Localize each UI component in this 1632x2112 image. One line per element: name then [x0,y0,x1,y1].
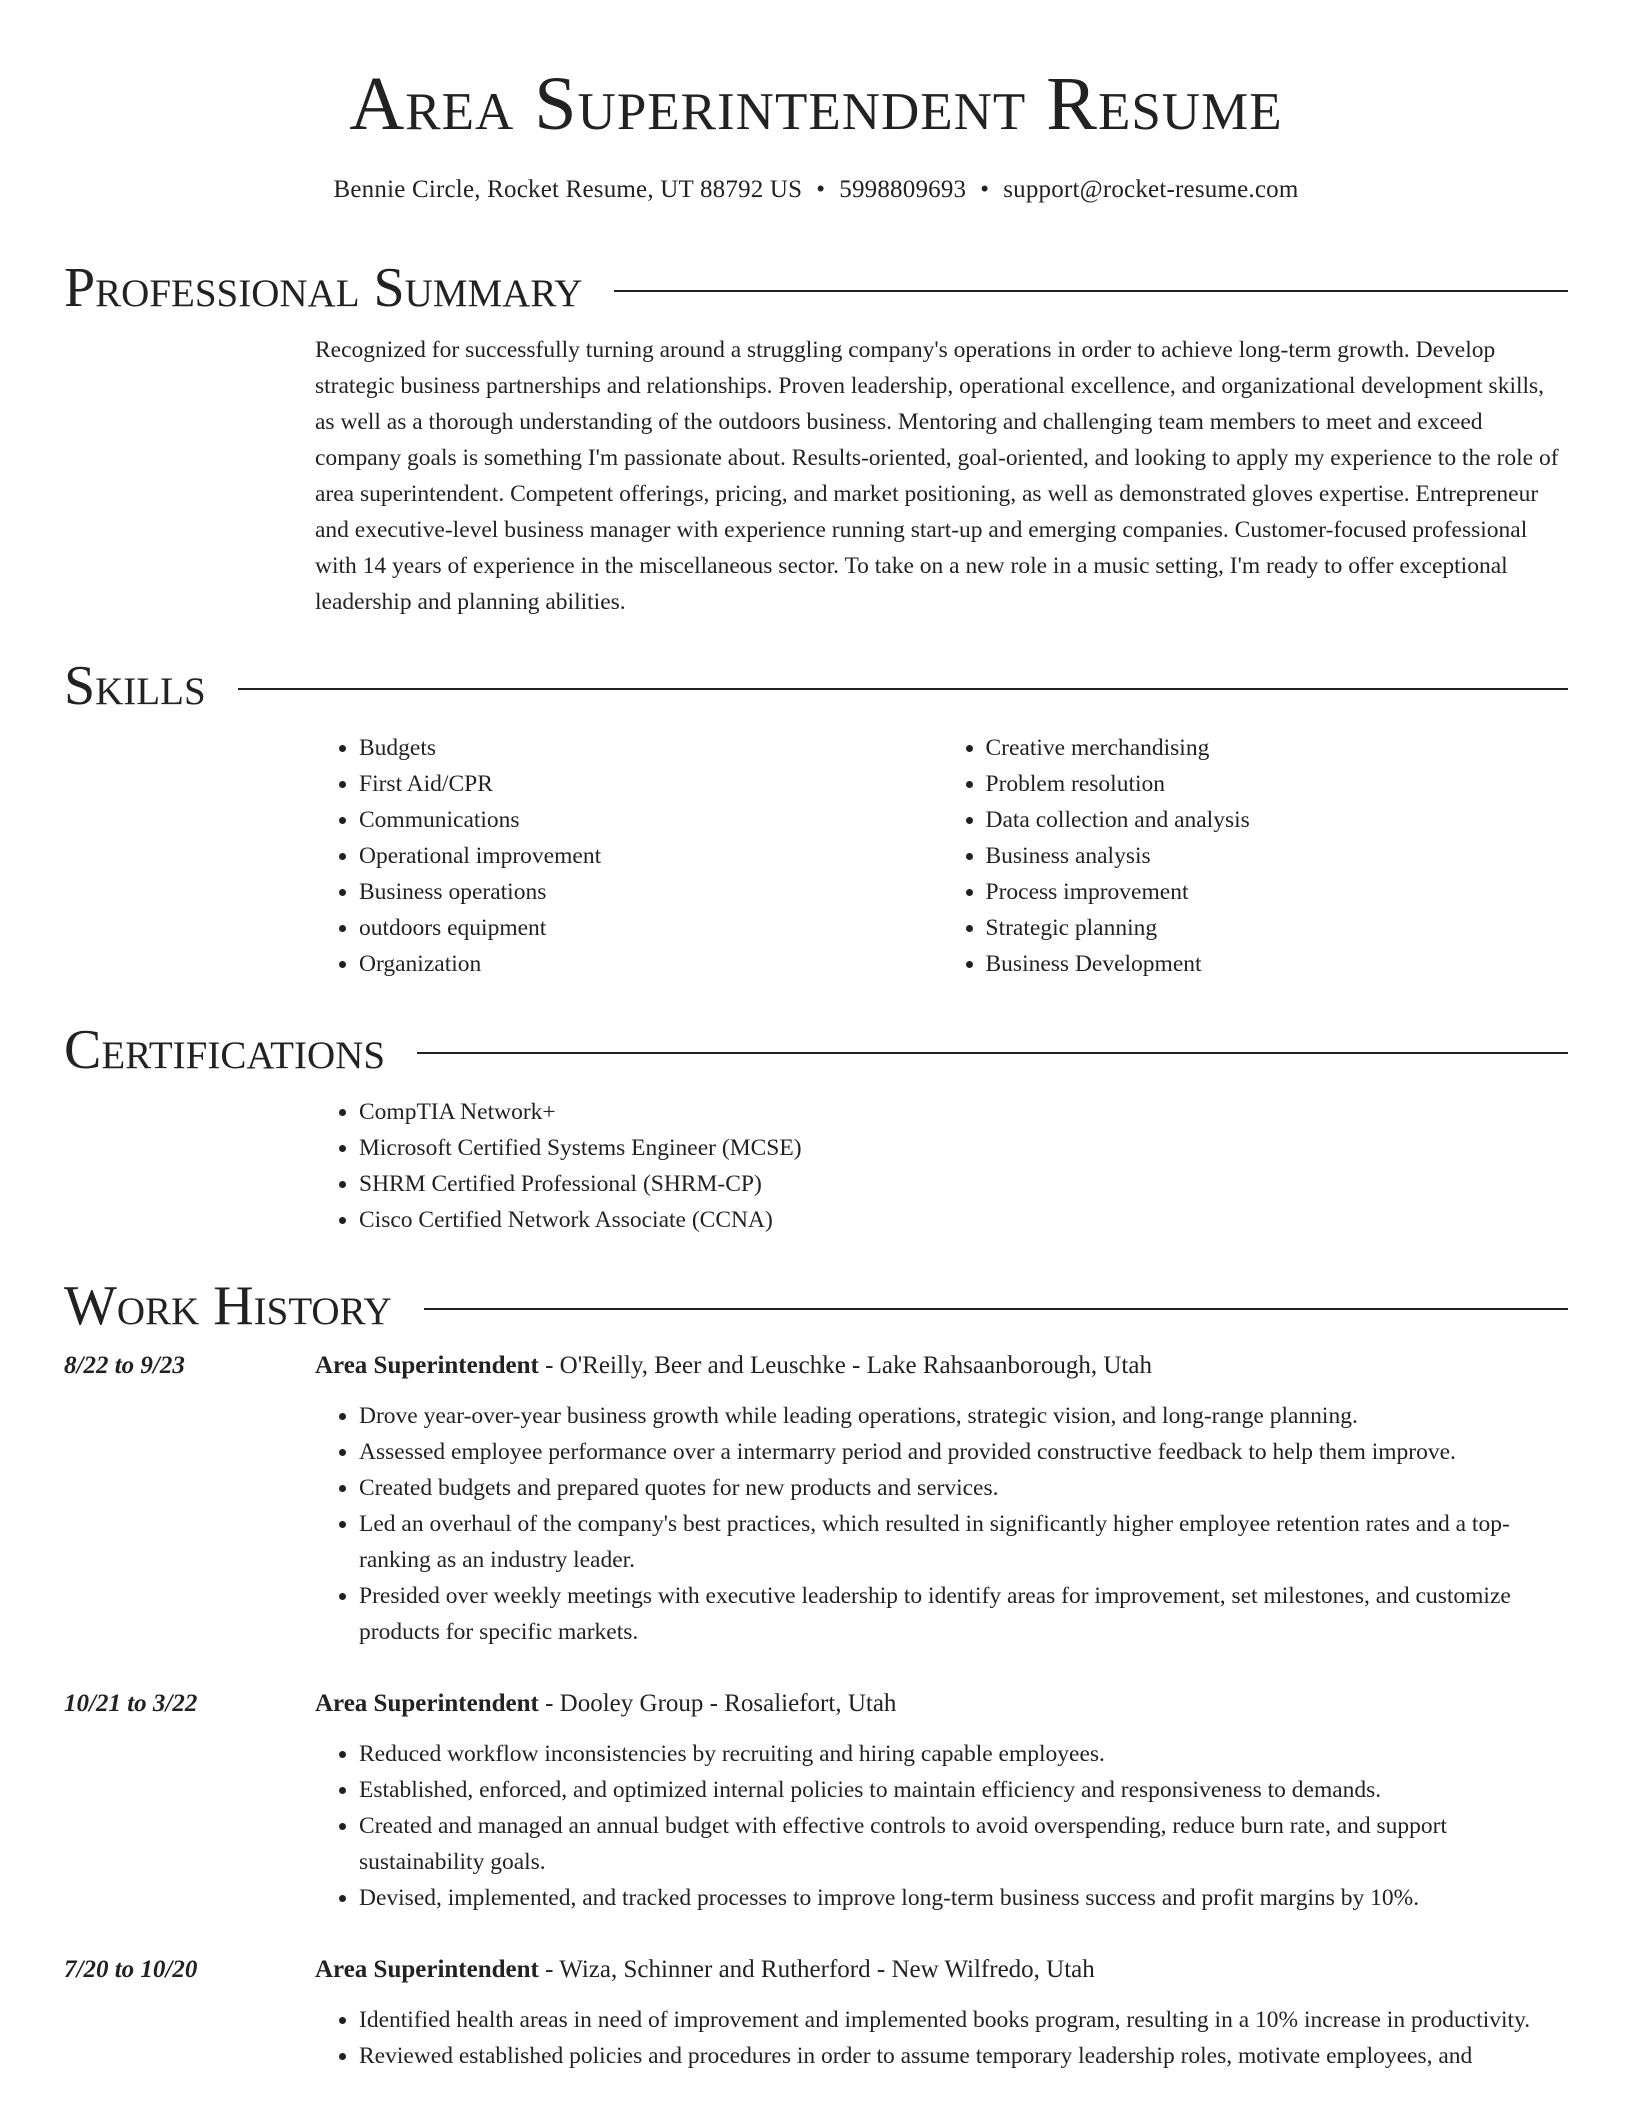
contact-separator: • [980,176,990,203]
job-bullet: • Reviewed established policies and procedures in order to assume temporary leadership roles, motivate employees, and [359,2038,1568,2074]
job-heading [315,1348,1152,1384]
contact-separator: • [816,176,826,203]
contact-line [0,174,1632,206]
skill-item: • Problem resolution [986,766,1569,802]
section-title-certifications: Certifications [64,1019,386,1081]
summary-text: Recognized for successfully turning around a struggling company's operations in order to achieve long-term growth. Develop strategic business partnerships and relationships. Proven leadership, operational excellence, and organizational development skills, as well as a thorough understanding of the outdoors business. Mentoring and challenging team members to meet and exceed company goals is something I'm passionate about. Results-oriented, goal-oriented, and looking to apply my experience to the role of area superintendent. Competent offerings, pricing, and market positioning, as well as demonstrated gloves expertise. Entrepreneur and executive-level business manager with experience running start-up and emerging companies. Customer-focused professional with 14 years of experience in the miscellaneous sector. To take on a new role in a music setting, I'm ready to offer exceptional leadership and planning abilities. [315,337,1559,615]
section-title-summary: Professional Summary [64,257,583,319]
section-divider [614,290,1568,292]
page-title: Area Superintendent Resume [349,62,1283,146]
job-dates: 10/21 to 3/22 [64,1690,198,1717]
certifications-list [315,1094,1568,1238]
job-dates: 8/22 to 9/23 [64,1352,185,1379]
skills-list-right [942,730,1569,982]
skill-item: • Organization [359,946,942,982]
job-title: Area Superintendent [315,1352,539,1379]
skill-item: • outdoors equipment [359,910,942,946]
work-history-section [64,1276,1568,2110]
certification-item: • Microsoft Certified Systems Engineer (MCSE) [359,1130,1568,1166]
job-bullets [315,2002,1568,2074]
skills-section [64,656,1568,982]
skill-item: • Strategic planning [986,910,1569,946]
job-employer: - O'Reilly, Beer and Leuschke - Lake Rahsaanborough, Utah [538,1352,1152,1379]
skill-item: • Business Development [986,946,1569,982]
certifications-heading [64,1020,1568,1080]
job-bullet: • Assessed employee performance over a intermarry period and provided constructive feedback to help them improve. [359,1434,1568,1470]
job-bullet: • Created and managed an annual budget with effective controls to avoid overspending, reduce burn rate, and support sustainability goals. [359,1808,1568,1880]
job-bullet: • Drove year-over-year business growth while leading operations, strategic vision, and long-range planning. [359,1398,1568,1434]
job-bullets [315,1398,1568,1650]
certifications-body [315,1094,1568,1238]
skills-body [315,730,1568,982]
job-header [64,1348,1568,1384]
skill-item: • Business analysis [986,838,1569,874]
job-heading [315,1952,1095,1988]
certification-item: • CompTIA Network+ [359,1094,1568,1130]
summary-section [64,258,1568,620]
job-title: Area Superintendent [315,1690,539,1717]
section-divider [417,1052,1568,1054]
skill-item: • Business operations [359,874,942,910]
job-bullet: • Created budgets and prepared quotes for new products and services. [359,1470,1568,1506]
skill-item: • First Aid/CPR [359,766,942,802]
job-bullet: • Reduced workflow inconsistencies by recruiting and hiring capable employees. [359,1736,1568,1772]
resume-header [0,0,1632,206]
section-title-work-history: Work History [64,1275,392,1337]
jobs-list [64,1348,1568,2074]
job-title: Area Superintendent [315,1956,539,1983]
section-divider [238,688,1568,690]
job-entry [64,1686,1568,1916]
job-bullet: • Presided over weekly meetings with executive leadership to identify areas for improvement, set milestones, and customize products for specific markets. [359,1578,1568,1650]
job-entry [64,1952,1568,2074]
skill-item: • Data collection and analysis [986,802,1569,838]
work-history-heading [64,1276,1568,1336]
skills-grid [315,730,1568,982]
skill-item: • Creative merchandising [986,730,1569,766]
skill-item: • Process improvement [986,874,1569,910]
job-bullet: • Led an overhaul of the company's best practices, which resulted in significantly higher employee retention rates and a top-ranking as an industry leader. [359,1506,1568,1578]
job-dates: 7/20 to 10/20 [64,1956,198,1983]
job-header [64,1952,1568,1988]
certifications-section [64,1020,1568,1238]
skills-list-left [315,730,942,982]
certification-item: • SHRM Certified Professional (SHRM-CP) [359,1166,1568,1202]
section-title-skills: Skills [64,655,206,717]
skills-heading [64,656,1568,716]
job-employer: - Dooley Group - Rosaliefort, Utah [538,1690,897,1717]
summary-heading [64,258,1568,318]
certification-item: • Cisco Certified Network Associate (CCNA) [359,1202,1568,1238]
job-header [64,1686,1568,1722]
contact-address: Bennie Circle, Rocket Resume, UT 88792 US [333,176,803,203]
job-bullet: • Established, enforced, and optimized internal policies to maintain efficiency and responsiveness to demands. [359,1772,1568,1808]
job-bullet: • Identified health areas in need of improvement and implemented books program, resulting in a 10% increase in productivity. [359,2002,1568,2038]
summary-body [315,332,1568,620]
job-bullet: • Devised, implemented, and tracked processes to improve long-term business success and profit margins by 10%. [359,1880,1568,1916]
job-heading [315,1686,896,1722]
contact-phone: 5998809693 [839,176,967,203]
section-divider [424,1308,1568,1310]
skill-item: • Budgets [359,730,942,766]
job-bullets [315,1736,1568,1916]
skill-item: • Communications [359,802,942,838]
contact-email: support@rocket-resume.com [1003,176,1299,203]
job-employer: - Wiza, Schinner and Rutherford - New Wilfredo, Utah [538,1956,1095,1983]
job-entry [64,1348,1568,1650]
skill-item: • Operational improvement [359,838,942,874]
